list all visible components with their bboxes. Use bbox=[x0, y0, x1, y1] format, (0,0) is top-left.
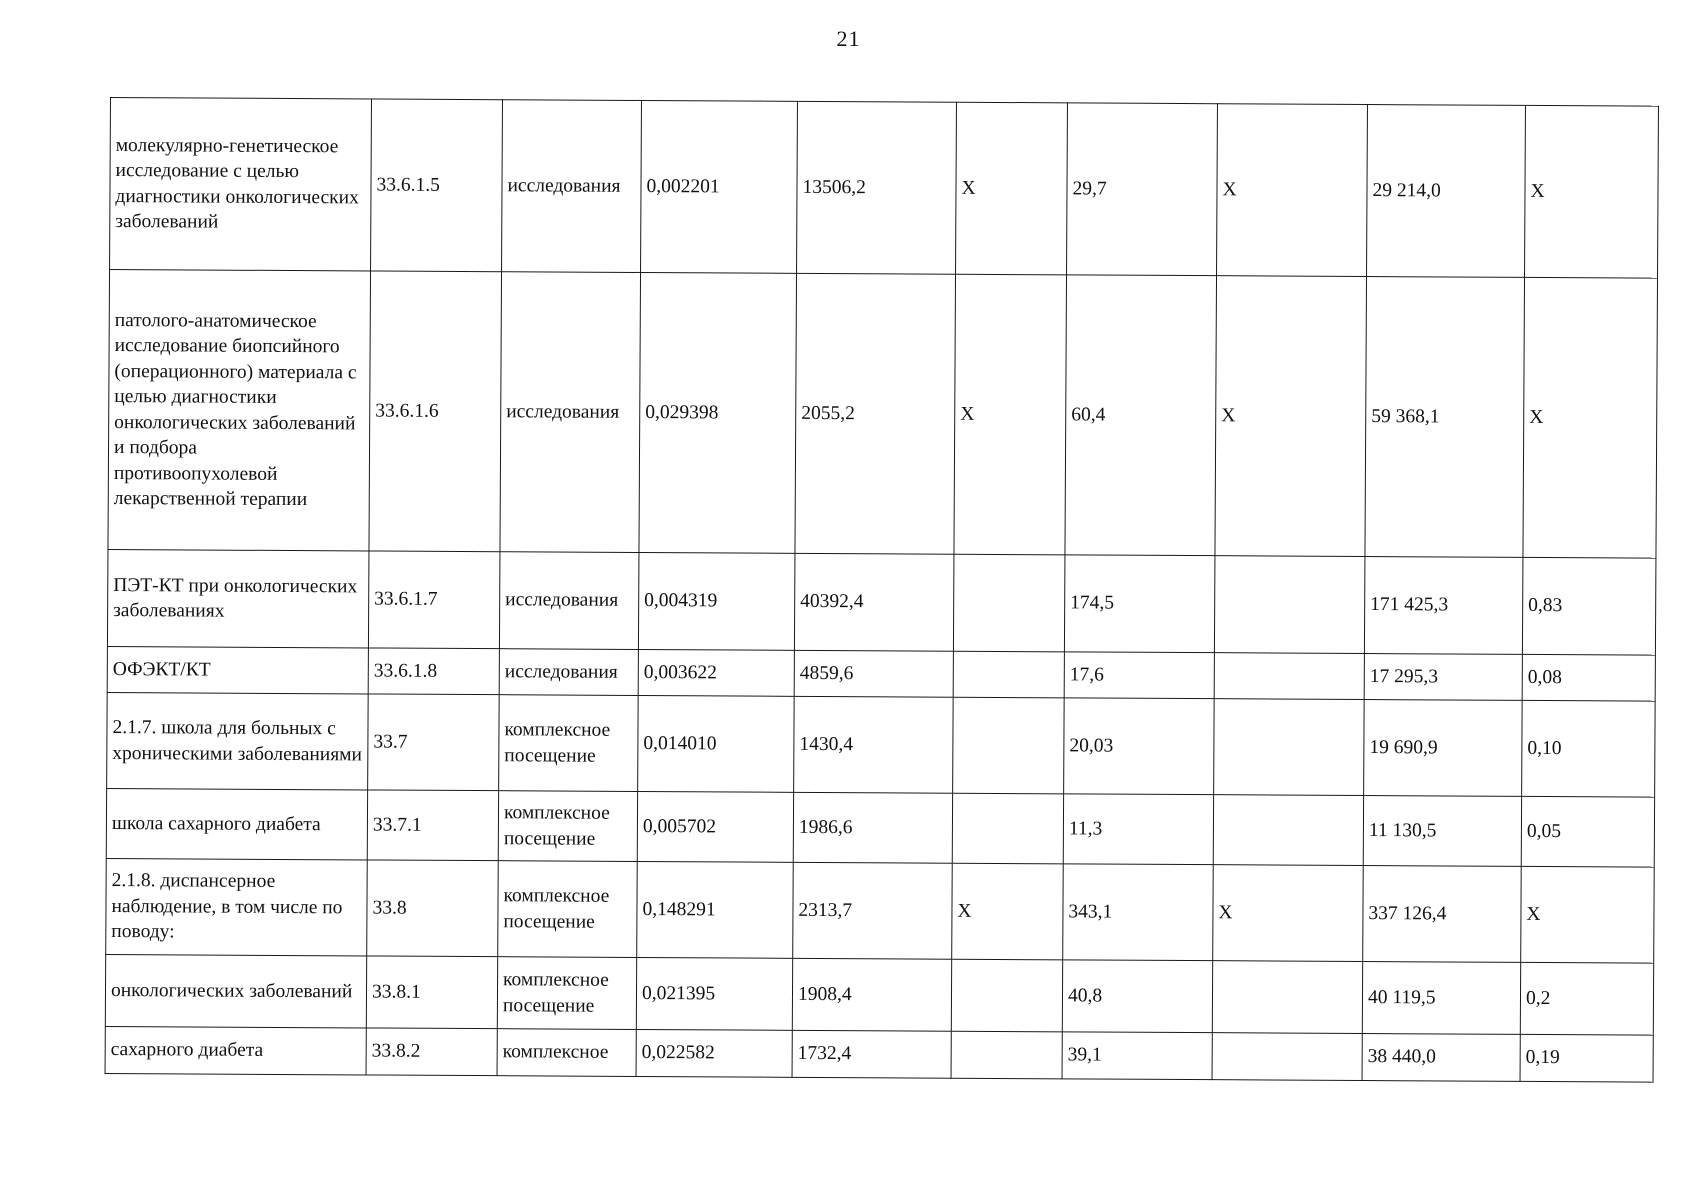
cell-value-6: 19 690,9 bbox=[1364, 700, 1523, 797]
cell-value-2: 40392,4 bbox=[794, 553, 954, 651]
cell-value-5 bbox=[1212, 1033, 1362, 1081]
cell-value-1: 0,148291 bbox=[637, 861, 794, 958]
cell-value-2: 2055,2 bbox=[795, 273, 956, 554]
cell-value-5 bbox=[1212, 961, 1362, 1034]
table-row bbox=[107, 692, 1656, 797]
cell-code: 33.8.1 bbox=[366, 956, 497, 1029]
table-row bbox=[105, 954, 1653, 1035]
table-row bbox=[110, 98, 1659, 279]
cell-value-3 bbox=[953, 554, 1065, 652]
cell-value-1: 0,003622 bbox=[638, 649, 794, 696]
cell-value-6: 59 368,1 bbox=[1365, 277, 1525, 558]
cell-value-7: 0,83 bbox=[1522, 557, 1656, 655]
cell-value-1: 0,022582 bbox=[636, 1029, 792, 1077]
cell-value-4: 174,5 bbox=[1064, 555, 1215, 653]
cell-unit: исследования bbox=[500, 272, 641, 553]
cell-value-6: 171 425,3 bbox=[1364, 557, 1523, 655]
cell-value-2: 1986,6 bbox=[793, 792, 952, 863]
cell-name: патолого-анатомическое исследование биопсийного (операционного) материала с целью диагностики онкологических заболеваний и подбора противоопухолевой лекарственной терапии bbox=[108, 270, 371, 551]
cell-value-3: Х bbox=[956, 102, 1068, 275]
cell-value-7: 0,2 bbox=[1520, 962, 1653, 1035]
cell-value-5 bbox=[1213, 795, 1363, 866]
cell-name: 2.1.8. диспансерное наблюдение, в том числе по поводу: bbox=[106, 858, 368, 955]
cell-name: школа сахарного диабета bbox=[106, 788, 367, 859]
cell-name: онкологических заболеваний bbox=[105, 954, 366, 1027]
cell-code: 33.6.1.7 bbox=[368, 551, 500, 649]
cell-value-7: Х bbox=[1523, 277, 1658, 558]
cell-value-3 bbox=[953, 651, 1064, 698]
table-row bbox=[108, 270, 1658, 559]
table-row bbox=[106, 858, 1655, 963]
cell-code: 33.6.1.8 bbox=[368, 648, 499, 695]
cell-code: 33.7.1 bbox=[367, 790, 498, 861]
cell-unit: комплексное посещение bbox=[499, 695, 639, 792]
cell-value-6: 337 126,4 bbox=[1363, 866, 1522, 963]
cell-value-4: 11,3 bbox=[1063, 794, 1213, 865]
cell-value-1: 0,021395 bbox=[636, 957, 792, 1030]
cell-value-2: 4859,6 bbox=[794, 650, 953, 697]
cell-unit: исследования bbox=[499, 649, 638, 696]
cell-code: 33.8 bbox=[367, 860, 499, 957]
cell-value-1: 0,002201 bbox=[641, 100, 798, 273]
cell-name: ПЭТ-КТ при онкологических заболеваниях bbox=[107, 549, 369, 647]
page-number: 21 bbox=[836, 26, 861, 51]
cell-value-4: 60,4 bbox=[1065, 275, 1217, 556]
cell-value-5 bbox=[1214, 699, 1365, 796]
cell-value-7: Х bbox=[1521, 866, 1655, 963]
cell-value-7: Х bbox=[1525, 105, 1659, 278]
cell-code: 33.8.2 bbox=[366, 1028, 497, 1076]
cell-value-4: 20,03 bbox=[1064, 698, 1215, 795]
cell-unit: исследования bbox=[499, 552, 639, 650]
cell-value-3 bbox=[952, 793, 1063, 864]
table-row bbox=[105, 1026, 1653, 1082]
cell-unit: комплексное посещение bbox=[498, 791, 637, 862]
table-container bbox=[105, 97, 1658, 1083]
cell-value-1: 0,014010 bbox=[638, 695, 795, 792]
cell-value-7: 0,10 bbox=[1522, 700, 1656, 797]
cell-value-5 bbox=[1214, 556, 1365, 654]
data-table bbox=[105, 97, 1659, 1083]
cell-value-3 bbox=[953, 697, 1065, 794]
cell-value-3: Х bbox=[952, 863, 1064, 960]
cell-value-2: 1908,4 bbox=[792, 958, 951, 1031]
cell-value-2: 1732,4 bbox=[792, 1030, 951, 1078]
cell-code: 33.6.1.5 bbox=[371, 99, 503, 272]
cell-value-2: 13506,2 bbox=[797, 101, 957, 274]
cell-code: 33.6.1.6 bbox=[369, 271, 502, 552]
cell-value-6: 29 214,0 bbox=[1367, 105, 1526, 278]
cell-unit: комплексное bbox=[497, 1029, 636, 1077]
cell-value-4: 343,1 bbox=[1063, 864, 1214, 961]
cell-value-7: 0,05 bbox=[1521, 796, 1654, 867]
table-row bbox=[106, 788, 1654, 867]
cell-value-2: 1430,4 bbox=[794, 696, 954, 793]
cell-value-4: 40,8 bbox=[1062, 960, 1212, 1033]
cell-value-6: 40 119,5 bbox=[1362, 962, 1520, 1035]
cell-name: 2.1.7. школа для больных с хроническими заболеваниями bbox=[107, 692, 369, 789]
cell-unit: комплексное посещение bbox=[498, 861, 638, 958]
cell-value-1: 0,005702 bbox=[637, 791, 793, 862]
cell-value-6: 38 440,0 bbox=[1362, 1034, 1520, 1082]
cell-value-2: 2313,7 bbox=[793, 862, 953, 959]
cell-name: ОФЭКТ/КТ bbox=[107, 646, 368, 693]
cell-unit: комплексное посещение bbox=[497, 957, 636, 1030]
cell-value-3 bbox=[951, 1031, 1062, 1079]
cell-unit: исследования bbox=[502, 100, 642, 273]
cell-value-5: Х bbox=[1215, 276, 1367, 557]
cell-value-4: 17,6 bbox=[1064, 652, 1214, 699]
cell-value-5: Х bbox=[1217, 104, 1368, 277]
cell-value-7: 0,19 bbox=[1520, 1034, 1653, 1082]
cell-value-3: Х bbox=[954, 274, 1067, 555]
cell-name: молекулярно-генетическое исследование с целью диагностики онкологических заболеваний bbox=[110, 98, 372, 271]
cell-value-5: Х bbox=[1213, 865, 1364, 962]
cell-value-3 bbox=[951, 959, 1062, 1032]
cell-value-4: 29,7 bbox=[1067, 103, 1218, 276]
cell-value-1: 0,004319 bbox=[638, 552, 795, 650]
cell-code: 33.7 bbox=[368, 694, 500, 791]
cell-value-1: 0,029398 bbox=[639, 272, 797, 553]
cell-value-5 bbox=[1214, 653, 1364, 700]
cell-value-7: 0,08 bbox=[1522, 654, 1655, 701]
cell-value-6: 11 130,5 bbox=[1363, 796, 1521, 867]
cell-value-4: 39,1 bbox=[1062, 1032, 1212, 1080]
cell-value-6: 17 295,3 bbox=[1364, 654, 1522, 701]
table-row bbox=[107, 549, 1656, 655]
cell-name: сахарного диабета bbox=[105, 1026, 366, 1074]
